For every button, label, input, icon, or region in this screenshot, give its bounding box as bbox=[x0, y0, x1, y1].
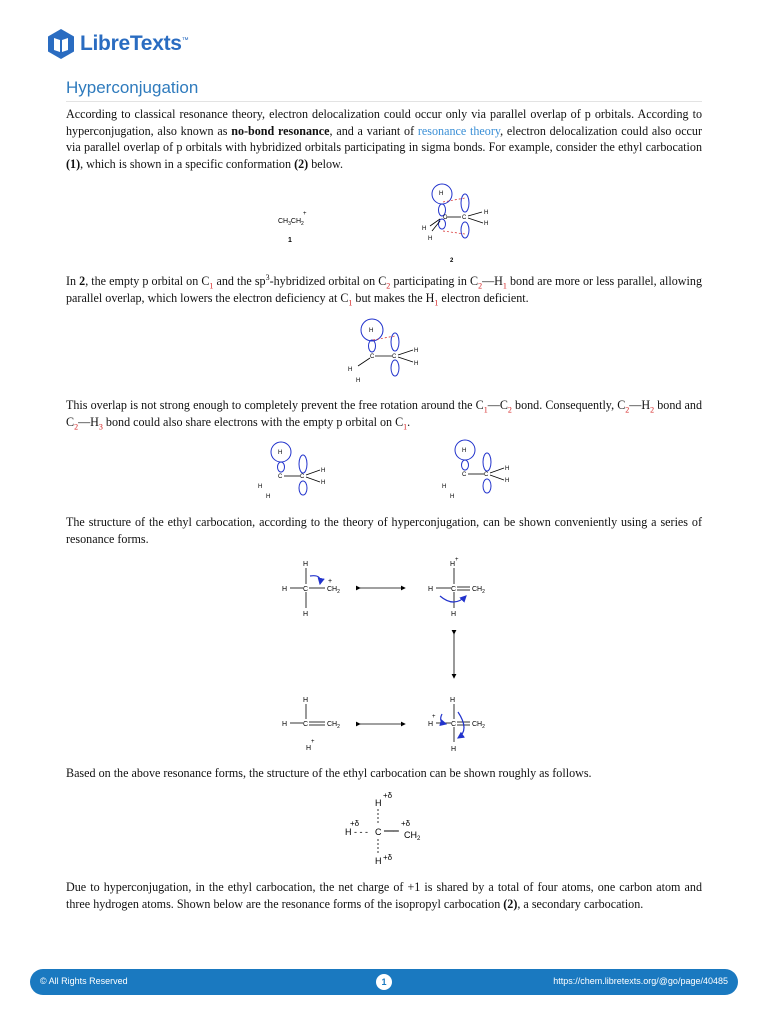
figure-overlap-h1 bbox=[340, 312, 440, 388]
text: . bbox=[407, 414, 411, 429]
structure-1 bbox=[278, 211, 307, 244]
text: —H bbox=[78, 414, 99, 429]
atom-label: C bbox=[370, 354, 375, 360]
charge: + bbox=[432, 714, 436, 720]
atom-label: H bbox=[505, 478, 510, 484]
atom-label: H bbox=[321, 480, 326, 486]
atom-label: H bbox=[303, 697, 309, 704]
formula-sub: 2 bbox=[301, 221, 304, 227]
text: bond are more or less parallel, allowing parallel overlap, which lowers the electron deficiency at C bbox=[66, 274, 702, 305]
structure-2 bbox=[432, 184, 469, 238]
superscript: 3 bbox=[265, 272, 270, 282]
subscript: 2 bbox=[74, 421, 79, 431]
atom-label: CH bbox=[327, 721, 338, 728]
text: —H bbox=[629, 398, 651, 412]
text: below. bbox=[308, 156, 343, 171]
atom-label: H bbox=[306, 745, 312, 752]
bold-ref: (2) bbox=[503, 896, 518, 911]
atom-label: H bbox=[282, 721, 288, 728]
subscript: 1 bbox=[502, 281, 507, 291]
text: —C bbox=[487, 398, 508, 412]
atom-label: H bbox=[451, 746, 457, 753]
subscript: 2 bbox=[507, 405, 512, 415]
svg-text:CH2 bbox=[327, 721, 340, 730]
structure-2-bonds bbox=[430, 212, 483, 231]
atom-label: H bbox=[450, 561, 456, 568]
text: Due to hyperconjugation, in the ethyl carbocation, the net charge of +1 is shared by a total of four atoms, one carbon atom and three hydrogen atoms. Shown below are the resonance forms of the isopropyl carbocation bbox=[66, 880, 702, 911]
subscript: 3 bbox=[98, 421, 103, 431]
subscript: 2 bbox=[417, 836, 421, 842]
brand-tm: ™ bbox=[181, 36, 189, 44]
atom-label: H bbox=[462, 448, 467, 454]
text: bond could also share electrons with the empty p orbital on C bbox=[102, 414, 404, 429]
atom-label: CH bbox=[472, 721, 483, 728]
atom-label: C bbox=[451, 586, 457, 593]
subscript: 2 bbox=[650, 405, 655, 415]
atom-label: CH bbox=[327, 586, 338, 593]
bold-ref: (2) bbox=[294, 156, 309, 171]
atom-label: H bbox=[375, 856, 382, 866]
text: In bbox=[66, 274, 80, 288]
atom-label: H bbox=[282, 586, 288, 593]
bold-term: no-bond resonance bbox=[231, 123, 330, 138]
text: bond and C bbox=[66, 398, 702, 429]
figure-rotamers bbox=[250, 436, 530, 504]
subscript: 1 bbox=[348, 297, 353, 307]
text: electron deficient. bbox=[438, 290, 529, 305]
copyright: © All Rights Reserved bbox=[40, 976, 128, 986]
atom-label: C bbox=[303, 586, 309, 593]
paragraph-intro bbox=[66, 106, 702, 172]
paragraph-rotation bbox=[66, 397, 702, 430]
page-number: 1 bbox=[376, 974, 392, 990]
subscript: 1 bbox=[403, 421, 408, 431]
figure-hybrid-structure bbox=[335, 786, 445, 870]
electron-arrow bbox=[441, 714, 446, 724]
svg-text:CH3CH2 bbox=[278, 218, 304, 227]
page-url-link[interactable]: https://chem.libretexts.org/@go/page/40485 bbox=[553, 976, 728, 986]
text: but makes the H bbox=[352, 290, 435, 305]
figure-ethyl-carbocation bbox=[260, 176, 540, 266]
subscript: 2 bbox=[337, 589, 340, 595]
atom-label: H bbox=[356, 378, 361, 384]
formula-text: CH bbox=[278, 218, 289, 225]
subscript: 2 bbox=[482, 589, 485, 595]
atom-label: C bbox=[451, 721, 457, 728]
atom-label: H bbox=[422, 226, 427, 232]
atom-label: H bbox=[321, 468, 326, 474]
atom-label: C bbox=[484, 472, 489, 478]
atom-label: C bbox=[462, 215, 467, 221]
atom-label: H bbox=[375, 798, 382, 808]
atom-label: H bbox=[369, 328, 374, 334]
atom-label: H bbox=[278, 450, 283, 456]
atom-label: C bbox=[300, 474, 305, 480]
charge: + bbox=[311, 739, 315, 745]
svg-text:CH2 bbox=[327, 586, 340, 595]
svg-text:CH2 bbox=[472, 586, 485, 595]
text: participating in C bbox=[390, 274, 479, 288]
atom-label: CH bbox=[472, 586, 483, 593]
atom-label: H bbox=[442, 484, 447, 490]
text: , the empty p orbital on C bbox=[85, 274, 210, 288]
text: —H bbox=[482, 274, 503, 288]
bold-ref: (1) bbox=[66, 156, 81, 171]
atom-label: H bbox=[345, 827, 352, 837]
text: , a secondary carbocation. bbox=[517, 896, 644, 911]
atom-label: H bbox=[348, 367, 353, 373]
partial-double-bond: ═══ bbox=[384, 828, 399, 835]
atom-label: H bbox=[450, 697, 456, 704]
electron-arrow bbox=[310, 576, 320, 584]
subscript: 2 bbox=[337, 724, 340, 730]
text: -hybridized orbital on C bbox=[269, 274, 387, 288]
atom-label: C bbox=[375, 827, 382, 837]
label-2: 2 bbox=[450, 258, 454, 264]
subscript: 2 bbox=[482, 724, 485, 730]
paragraph-structure: Based on the above resonance forms, the structure of the ethyl carbocation can be shown roughly as follows. bbox=[66, 766, 592, 780]
atom-label: C bbox=[392, 354, 397, 360]
figure-resonance-forms bbox=[270, 552, 510, 762]
rotamer-h3 bbox=[442, 440, 509, 500]
paragraph-conclusion bbox=[66, 879, 702, 912]
subscript: 1 bbox=[209, 281, 214, 291]
text: and the sp bbox=[213, 274, 266, 288]
rotamer-h2 bbox=[258, 442, 325, 500]
subscript: 2 bbox=[478, 281, 483, 291]
atom-label: H bbox=[484, 221, 489, 227]
atom-label: H bbox=[428, 721, 434, 728]
partial-charge: +δ bbox=[350, 819, 360, 828]
bold-ref: 2 bbox=[79, 274, 86, 288]
atom-label: H bbox=[303, 561, 309, 568]
text: This overlap is not strong enough to completely prevent the free rotation around the C bbox=[66, 398, 484, 412]
libretexts-logo-icon bbox=[46, 28, 76, 60]
libretexts-logo[interactable] bbox=[46, 26, 189, 62]
atom-label: H bbox=[439, 191, 444, 197]
electron-arrow bbox=[440, 596, 466, 602]
svg-text:CH2 bbox=[404, 830, 421, 842]
subscript: 1 bbox=[483, 405, 488, 415]
text: According to classical resonance theory, electron delocalization could occur only via parallel overlap of p orbitals. According to hyperconjugation, also known as bbox=[66, 107, 702, 138]
subscript: 2 bbox=[386, 281, 391, 291]
atom-label: H bbox=[484, 210, 489, 216]
charge: + bbox=[455, 557, 459, 563]
atom-label: H bbox=[303, 611, 309, 618]
atom-label: H bbox=[451, 611, 457, 618]
atom-label: C bbox=[303, 721, 309, 728]
formula-sub: 3 bbox=[288, 221, 291, 227]
subscript: 2 bbox=[625, 405, 630, 415]
atom-label: CH bbox=[404, 830, 417, 840]
charge: + bbox=[328, 578, 333, 585]
text: bond. Consequently, C bbox=[511, 398, 626, 412]
paragraph-resonance-forms: The structure of the ethyl carbocation, according to the theory of hyperconjugation, can be shown conveniently using a series of resonance forms. bbox=[66, 515, 702, 546]
atom-label: H bbox=[505, 466, 510, 472]
atom-label: H bbox=[450, 494, 455, 500]
text: , and a variant of bbox=[329, 123, 418, 138]
partial-charge: +δ bbox=[401, 819, 411, 828]
text: , which is shown in a specific conformation bbox=[80, 156, 295, 171]
brand-name: LibreTexts bbox=[80, 32, 182, 55]
atom-label: C bbox=[278, 474, 283, 480]
paragraph-overlap bbox=[66, 273, 702, 306]
page-title: Hyperconjugation bbox=[66, 78, 702, 102]
label-1: 1 bbox=[288, 237, 292, 244]
atom-label: H bbox=[414, 348, 419, 354]
atom-label: H bbox=[414, 361, 419, 367]
resonance-theory-link[interactable]: resonance theory bbox=[417, 123, 501, 138]
page-footer bbox=[30, 969, 738, 995]
atom-label: C bbox=[462, 472, 467, 478]
svg-text:CH2 bbox=[472, 721, 485, 730]
partial-bond: - - - bbox=[354, 827, 368, 837]
atom-label: C bbox=[443, 215, 448, 221]
atom-label: H bbox=[428, 586, 434, 593]
atom-label: H bbox=[266, 494, 271, 500]
subscript: 1 bbox=[434, 297, 439, 307]
formula-text: CH bbox=[290, 218, 302, 225]
atom-label: H bbox=[258, 484, 263, 490]
text: , electron delocalization could also occur via parallel overlap of p orbitals with hybridized orbitals participating in sigma bonds. For example, consider the ethyl carbocation bbox=[66, 123, 702, 154]
charge: + bbox=[303, 211, 307, 217]
partial-charge: +δ bbox=[383, 853, 393, 862]
partial-charge: +δ bbox=[383, 791, 393, 800]
atom-label: H bbox=[428, 236, 433, 242]
